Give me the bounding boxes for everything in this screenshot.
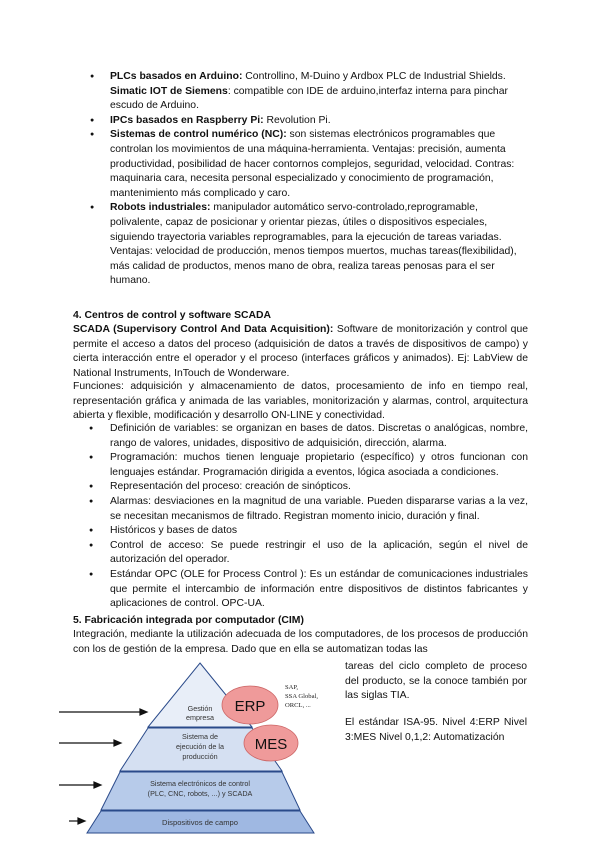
erp-note: SSA Global, bbox=[285, 693, 318, 700]
cim-pyramid-diagram bbox=[55, 655, 345, 835]
arrow-head-icon bbox=[140, 709, 147, 715]
erp-label: ERP bbox=[234, 698, 266, 715]
scada-functions: Funciones: adquisición y almacenamiento de datos, procesamiento de info en tiempo real, representación gráfica y animada de las variables, monitorización y alarmas, control, arquitectura abierta y flexible, modificación y desarrollo ON-LINE y conectividad. bbox=[73, 381, 528, 422]
erp-note: ORCL, ... bbox=[285, 702, 311, 709]
level-text: empresa bbox=[186, 713, 214, 722]
list-item: ● Alarmas: desviaciones en la magnitud de una variable. Pueden dispararse varias a la vez, se necesitan mecanismos de filtrado. Registran momento inicio, duración y final. bbox=[110, 495, 528, 524]
list-item: ● IPCs basados en Raspberry Pi: Revolution Pi. bbox=[110, 114, 530, 129]
arrow-head-icon bbox=[78, 818, 85, 824]
list-item: ● PLCs basados en Arduino: Controllino, M-Duino y Ardbox PLC de Industrial Shields. Simatic IOT de Siemens: compatible con IDE de arduino,interfaz interna para pinchar escudo de Arduino. bbox=[110, 70, 530, 114]
cim-intro: Integración, mediante la utilización adecuada de los computadores, de los procesos de producción con los de gestión de la empresa. Dado que en ella se automatizan todas las bbox=[73, 629, 528, 655]
level-text: Sistema de bbox=[182, 732, 218, 741]
list-item: ● Definición de variables: se organizan en bases de datos. Discretas o analógicas, nombre, rango de valores, unidades, dispositivo de adquisición, dirección, alarma. bbox=[110, 422, 528, 451]
level-text: Dispositivos de campo bbox=[162, 818, 238, 827]
list-item: ● Control de acceso: Se puede restringir el uso de la aplicación, según el nivel de autorización del operador. bbox=[110, 539, 528, 568]
erp-note: SAP, bbox=[285, 684, 299, 691]
arrow-head-icon bbox=[94, 782, 101, 788]
level-text: ejecución de la bbox=[176, 742, 224, 751]
level-text: Sistema electrónicos de control bbox=[150, 779, 250, 788]
section-5-heading: 5. Fabricación integrada por computador (CIM) bbox=[73, 615, 304, 626]
level-text: (PLC, CNC, robots, ...) y SCADA bbox=[147, 789, 253, 798]
list-item: ● Programación: muchos tienen lenguaje propietario (específico) y otros funcionan con lenguajes estándar. Programación dirigida a eventos, lógica asociada a condiciones. bbox=[110, 451, 528, 480]
level-text: Gestión bbox=[187, 704, 213, 713]
hardware-bullet-list bbox=[110, 70, 530, 289]
list-item: ● Sistemas de control numérico (NC): son sistemas electrónicos programables que controlan los movimientos de una máquina-herramienta. Ventajas: precisión, aumenta productividad, posibilidad de hacer contornos complejos, seguridad, velocidad. Contras: maquinaria cara, necesita personal especializado y conocimiento de programación, mantenimiento más complicado y caro. bbox=[110, 128, 530, 201]
list-item: ● Representación del proceso: creación de sinópticos. bbox=[110, 480, 528, 495]
scada-definition: SCADA (Supervisory Control And Data Acquisition): Software de monitorización y control que permite el acceso a datos del proceso (adquisición de datos a través de dispositivos de campo) y cierta interacción entre el operador y el proceso (interfaces gráficos y animados). Ej: LabView de National Instruments, InTouch de Wonderware. bbox=[73, 324, 529, 379]
list-item: ● Históricos y bases de datos bbox=[110, 524, 528, 539]
arrow-head-icon bbox=[114, 740, 121, 746]
mes-label: MES bbox=[254, 736, 288, 753]
list-item: ● Estándar OPC (OLE for Process Control ): Es un estándar de comunicaciones industriales que permite el intercambio de información entre dispositivos de distintos fabricantes y aplicaciones de control. OPC-UA. bbox=[110, 568, 528, 612]
list-item: ● Robots industriales: manipulador automático servo-controlado,reprogramable, polivalente, capaz de posicionar y orientar piezas, útiles o dispositivos especiales, siguiendo trayectoria variables reprogramables, para la ejecución de tareas variadas. Ventajas: velocidad de producción, menos tiempos muertos, muchas tareas(flexibilidad), más calidad de productos, menos mano de obra, realiza tareas penosas para el ser humano. bbox=[110, 201, 530, 289]
scada-features-list bbox=[110, 422, 528, 612]
tia-paragraph: tareas del ciclo completo de proceso del producto, se la conoce también por las siglas TIA. bbox=[345, 661, 527, 702]
isa95-paragraph: El estándar ISA-95. Nivel 4:ERP Nivel 3:MES Nivel 0,1,2: Automatización bbox=[345, 717, 527, 743]
level-text: producción bbox=[182, 752, 218, 761]
pyramid-svg bbox=[55, 655, 345, 835]
section-4-heading: 4. Centros de control y software SCADA bbox=[73, 310, 272, 321]
